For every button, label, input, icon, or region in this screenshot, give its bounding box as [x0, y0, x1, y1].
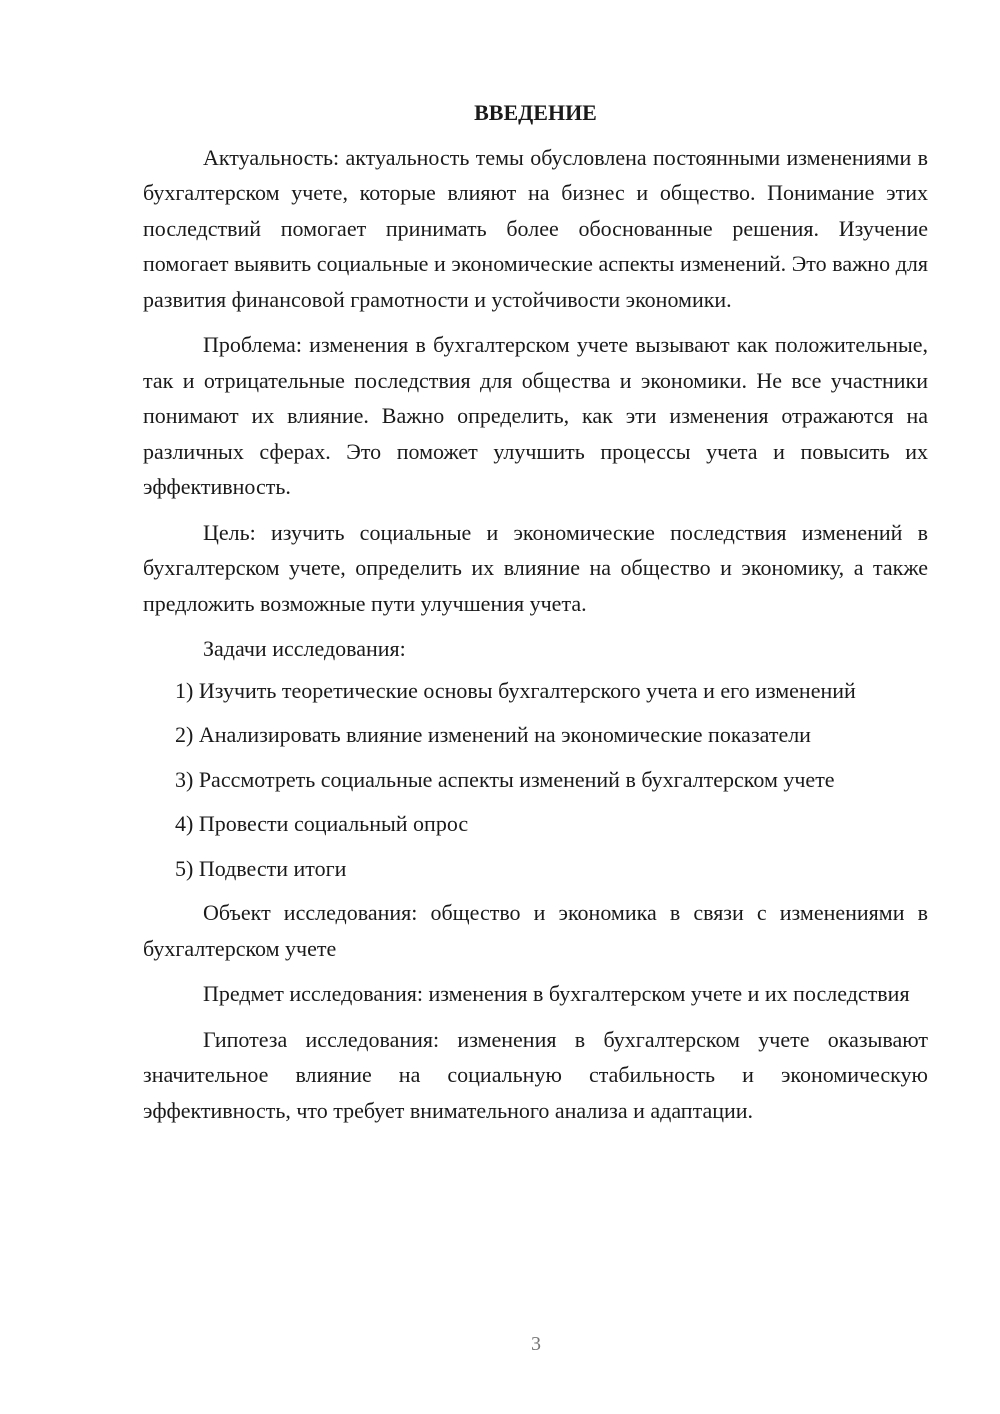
task-item-4: 4) Провести социальный опрос: [175, 811, 469, 836]
document-page: [143, 95, 928, 1138]
task-item-1: 1) Изучить теоретические основы бухгалтерского учета и его изменений: [175, 677, 856, 703]
paragraph-subject: Предмет исследования: изменения в бухгалтерском учете и их последствия: [203, 981, 910, 1006]
section-title: ВВЕДЕНИЕ: [474, 100, 597, 125]
paragraph-object: Объект исследования: общество и экономика в связи с изменениями в бухгалтерском учете: [143, 900, 928, 961]
task-item-2: 2) Анализировать влияние изменений на экономические показатели: [175, 722, 811, 747]
task-item-5: 5) Подвести итоги: [175, 855, 347, 881]
paragraph-hypothesis: Гипотеза исследования: изменения в бухгалтерском учете оказывают значительное влияние на социальную стабильность и экономическую эффективность, что требует внимательного анализа и адаптации.: [143, 1026, 928, 1123]
paragraph-goal: Цель: изучить социальные и экономические последствия изменений в бухгалтерском учете, определить их влияние на общество и экономику, а также предложить возможные пути улучшения учета.: [143, 519, 928, 616]
task-item-3: 3) Рассмотреть социальные аспекты изменений в бухгалтерском учете: [175, 766, 835, 792]
paragraph-problem: Проблема: изменения в бухгалтерском учете вызывают как положительные, так и отрицательные последствия для общества и экономики. Не все участники понимают их влияние. Важно определить, как эти изменения отражаются на различных сферах. Это поможет улучшить процессы учета и повысить их эффективность.: [143, 332, 928, 499]
tasks-heading: Задачи исследования:: [203, 636, 406, 661]
page-number: 3: [531, 1333, 541, 1355]
paragraph-relevance: Актуальность: актуальность темы обусловлена постоянными изменениями в бухгалтерском учете, которые влияют на бизнес и общество. Понимание этих последствий помогает принимать более обоснованные решения. Изучение помогает выявить социальные и экономические аспекты изменений. Это важно для развития финансовой грамотности и устойчивости экономики.: [143, 144, 928, 312]
